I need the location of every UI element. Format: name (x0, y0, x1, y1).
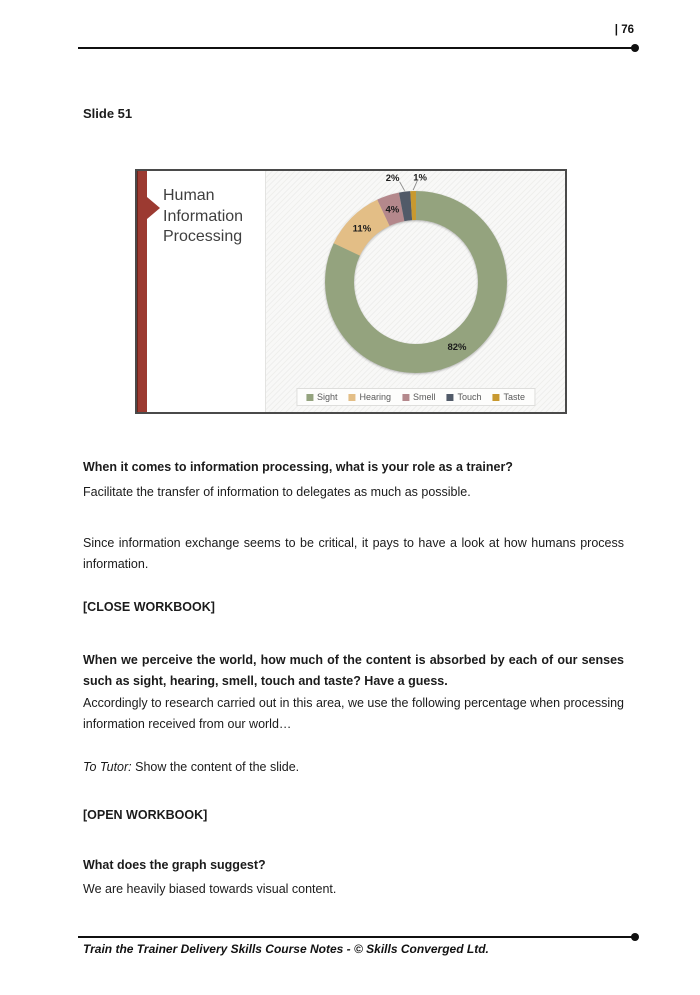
data-label-hearing: 11% (352, 223, 372, 235)
footer-rule (78, 936, 637, 938)
question-role: When it comes to information processing, what is your role as a trainer? (83, 460, 513, 474)
slide-title: Human Information Processing (163, 187, 244, 245)
footer-rule-dot (631, 933, 639, 941)
to-tutor-line (83, 759, 624, 775)
slide-figure (135, 169, 567, 414)
legend-item-taste (493, 392, 526, 402)
data-label-touch: 2% (385, 173, 400, 185)
legend-label: Sight (316, 392, 338, 402)
data-label-taste: 1% (413, 172, 428, 184)
page-number: | 76 (614, 24, 634, 36)
legend-swatch-icon (493, 394, 500, 401)
to-tutor-label: To Tutor: (83, 760, 132, 774)
data-label-sight: 82% (447, 342, 467, 354)
legend-swatch-icon (402, 394, 409, 401)
answer-role: Facilitate the transfer of information to delegates as much as possible. (83, 485, 471, 499)
legend-item-smell (402, 392, 436, 402)
doughnut-svg (266, 171, 566, 412)
legend-swatch-icon (306, 394, 313, 401)
donut-segments (314, 180, 518, 384)
header-rule (78, 47, 637, 49)
question-senses: When we perceive the world, how much of the content is absorbed by each of our senses such as sight, hearing, smell, touch and taste? Have a guess. (83, 653, 624, 688)
legend-label: Taste (503, 392, 526, 402)
legend-swatch-icon (348, 394, 355, 401)
legend-swatch-icon (447, 394, 454, 401)
slide-heading: Slide 51 (83, 106, 133, 121)
chart-legend (296, 388, 535, 406)
slide-accent-arrow-icon (147, 197, 160, 219)
answer-graph: We are heavily biased towards visual content. (83, 882, 337, 896)
legend-item-hearing (348, 392, 391, 402)
legend-label: Smell (412, 392, 436, 402)
legend-label: Hearing (359, 392, 391, 402)
header-rule-dot (631, 44, 639, 52)
slide-accent-bar (137, 171, 147, 412)
data-label-smell: 4% (385, 204, 400, 216)
open-workbook-cue: [OPEN WORKBOOK] (83, 808, 208, 822)
to-tutor-text: Show the content of the slide. (135, 760, 300, 774)
leader-line-touch (400, 182, 405, 191)
legend-item-sight (306, 392, 338, 402)
doughnut-chart (265, 171, 565, 412)
legend-item-touch (447, 392, 482, 402)
legend-label: Touch (457, 392, 482, 402)
para-exchange: Since information exchange seems to be critical, it pays to have a look at how humans process information. (83, 536, 624, 571)
footer-text: Train the Trainer Delivery Skills Course Notes - © Skills Converged Ltd. (83, 942, 489, 956)
question-graph: What does the graph suggest? (83, 858, 266, 872)
para-research: Accordingly to research carried out in this area, we use the following percentage when processing information received from our world… (83, 696, 624, 731)
close-workbook-cue: [CLOSE WORKBOOK] (83, 600, 215, 614)
